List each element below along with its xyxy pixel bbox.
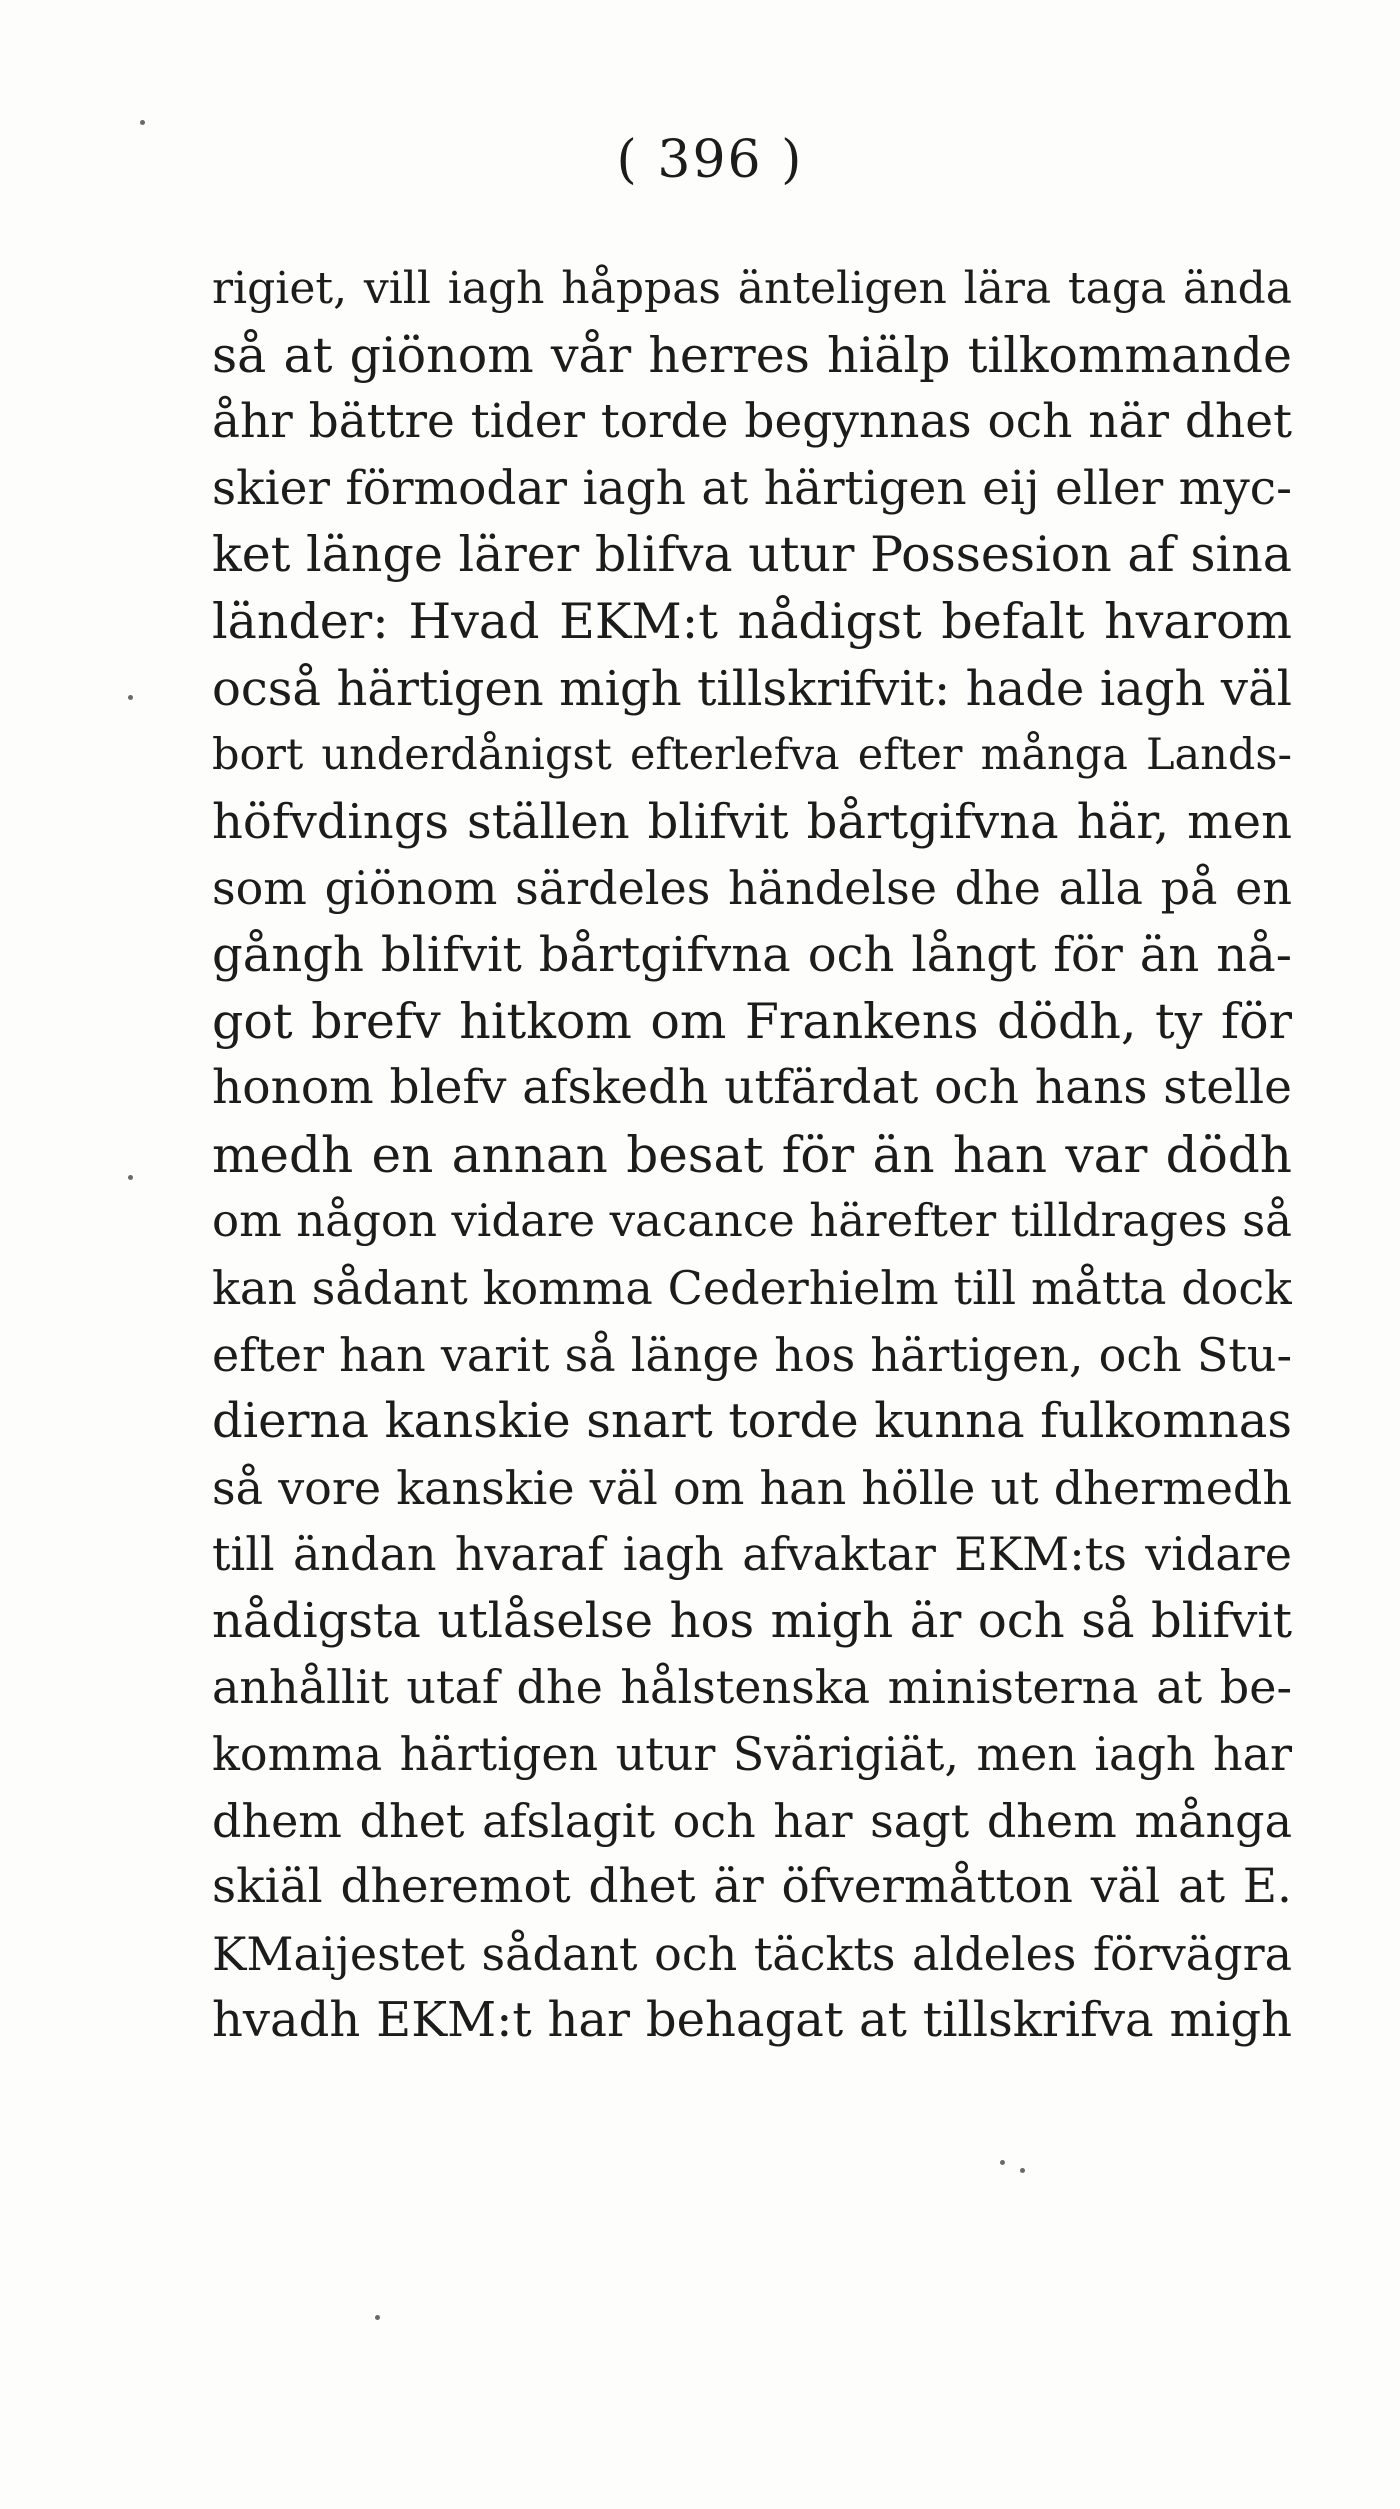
text-line: honom blefv afskedh utfärdat och hans stelle	[212, 1060, 1292, 1116]
page-number: ( 396 )	[616, 130, 804, 190]
text-line: bort underdånigst efterlefva efter många Lands-	[212, 730, 1292, 781]
text-line: dierna kanskie snart torde kunna fulkomnas	[212, 1393, 1292, 1450]
text-line: till ändan hvaraf iagh afvaktar EKM:ts vidare	[212, 1527, 1292, 1582]
print-speck	[1000, 2160, 1005, 2165]
text-line: komma härtigen utur Svärigiät, men iagh har	[212, 1727, 1292, 1782]
text-line: nådigsta utlåselse hos migh är och så blifvit	[212, 1592, 1292, 1649]
print-speck	[128, 1175, 133, 1180]
text-line: så at giönom vår herres hiälp tilkommande	[212, 326, 1292, 384]
text-line: hvadh EKM:t har behagat at tillskrifva migh	[212, 1992, 1292, 2049]
text-line: så vore kanskie väl om han hölle ut dhermedh	[212, 1460, 1292, 1515]
text-line: höfvdings ställen blifvit bårtgifvna här, men	[212, 793, 1292, 850]
print-speck	[375, 2315, 380, 2320]
text-line: skier förmodar iagh at härtigen eij eller myc-	[212, 460, 1292, 516]
text-line: rigiet, vill iagh håppas änteligen lära taga ända	[212, 263, 1292, 314]
text-line: dhem dhet afslagit och har sagt dhem många	[212, 1793, 1292, 1848]
text-line: länder: Hvad EKM:t nådigst befalt hvarom	[212, 592, 1292, 650]
text-line: efter han varit så länge hos härtigen, och Stu-	[212, 1327, 1292, 1382]
text-line: ocså härtigen migh tillskrifvit: hade iagh väl	[212, 660, 1292, 717]
text-line: kan sådant komma Cederhielm till måtta dock	[212, 1260, 1292, 1315]
text-line: skiäl dheremot dhet är öfvermåtton väl at E.	[212, 1859, 1292, 1915]
text-line: KMaijestet sådant och täckts aldeles förvägra	[212, 1926, 1292, 1981]
text-line: got brefv hitkom om Frankens dödh, ty för	[212, 992, 1292, 1050]
body-text	[212, 256, 1292, 2054]
print-speck	[1020, 2168, 1025, 2173]
text-line: som giönom särdeles händelse dhe alla på en	[212, 861, 1292, 916]
text-line: medh en annan besat för än han var dödh	[212, 1125, 1292, 1184]
print-speck	[140, 120, 145, 125]
text-line: åhr bättre tider torde begynnas och när dhet	[212, 394, 1292, 450]
text-line: anhållit utaf dhe hålstenska ministerna at be-	[212, 1660, 1292, 1715]
text-line: ket länge lärer blifva utur Possesion af sina	[212, 526, 1292, 584]
text-line: gångh blifvit bårtgifvna och långt för än nå-	[212, 926, 1292, 983]
text-line: om någon vidare vacance härefter tilldrages så	[212, 1194, 1292, 1248]
print-speck	[128, 695, 133, 700]
